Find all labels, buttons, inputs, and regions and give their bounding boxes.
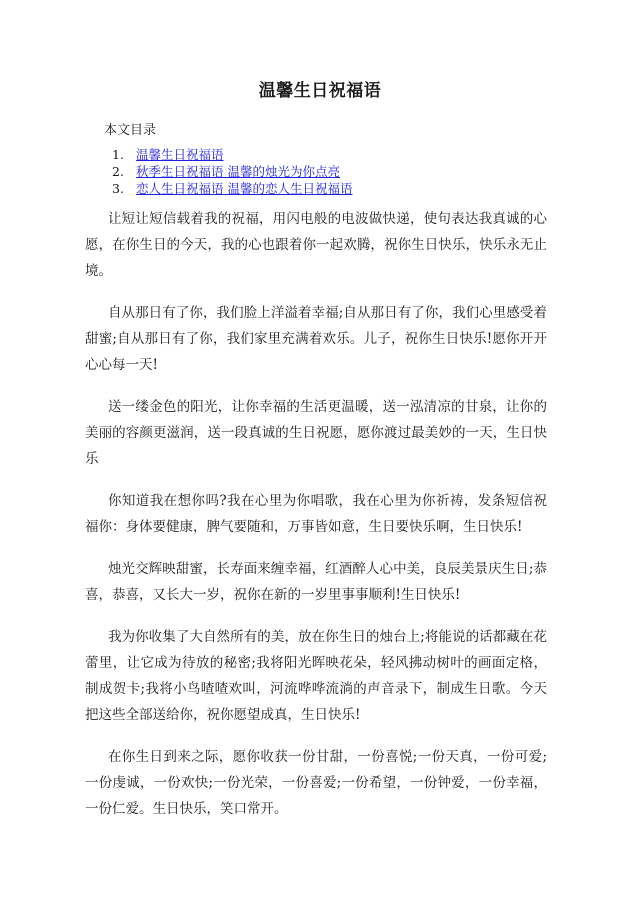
toc-item [112,163,352,180]
toc-label: 本文目录 [104,123,157,138]
toc-item-number: 1. [112,147,124,162]
toc-item [112,146,352,163]
toc-link-3[interactable]: 恋人生日祝福语 温馨的恋人生日祝福语 [136,181,353,196]
toc-item-number: 3. [112,181,124,196]
paragraph-6: 我为你收集了大自然所有的美，放在你生日的烛台上;将能说的话都藏在花蕾里，让它成为待放的秘密;我将阳光晖映花朵，轻风拂动树叶的画面定格，制成贺卡;我将小鸟喳喳欢叫，河流哗哗流淌的声音录下，制成生日歌。今天把这些全部送给你，祝你愿望成真，生日快乐! [85,629,547,723]
toc-item-number: 2. [112,164,124,179]
toc-link-1[interactable]: 温馨生日祝福语 [136,147,224,162]
toc-link-2[interactable]: 秋季生日祝福语 温馨的烛光为你点亮 [136,164,340,179]
toc-item [112,180,352,197]
paragraph-7: 在你生日到来之际，愿你收获一份甘甜，一份喜悦;一份天真，一份可爱;一份虔诚，一份欢快;一份光荣，一份喜爱;一份希望，一份钟爱，一份幸福，一份仁爱。生日快乐，笑口常开。 [85,749,547,817]
page-title: 温馨生日祝福语 [258,81,382,101]
table-of-contents [112,146,352,197]
paragraph-1: 让短让短信载着我的祝福，用闪电般的电波做快递，使句表达我真诚的心愿，在你生日的今天，我的心也跟着你一起欢腾，祝你生日快乐，快乐永无止境。 [85,211,547,279]
paragraph-3: 送一缕金色的阳光，让你幸福的生活更温暖，送一泓清凉的甘泉，让你的美丽的容颜更滋润，送一段真诚的生日祝愿，愿你渡过最美妙的一天，生日快乐 [85,399,547,467]
paragraph-5: 烛光交辉映甜蜜，长寿面来缠幸福，红酒醉人心中美，良辰美景庆生日;恭喜，恭喜，又长大一岁，祝你在新的一岁里事事顺利!生日快乐! [85,561,547,603]
paragraph-2: 自从那日有了你，我们脸上洋溢着幸福;自从那日有了你，我们心里感受着甜蜜;自从那日有了你，我们家里充满着欢乐。儿子，祝你生日快乐!愿你开开心心每一天! [85,305,547,373]
body-text [85,206,547,838]
paragraph-4: 你知道我在想你吗?我在心里为你唱歌，我在心里为你祈祷，发条短信祝福你：身体要健康，脾气要随和，万事皆如意，生日要快乐啊，生日快乐! [85,493,547,535]
